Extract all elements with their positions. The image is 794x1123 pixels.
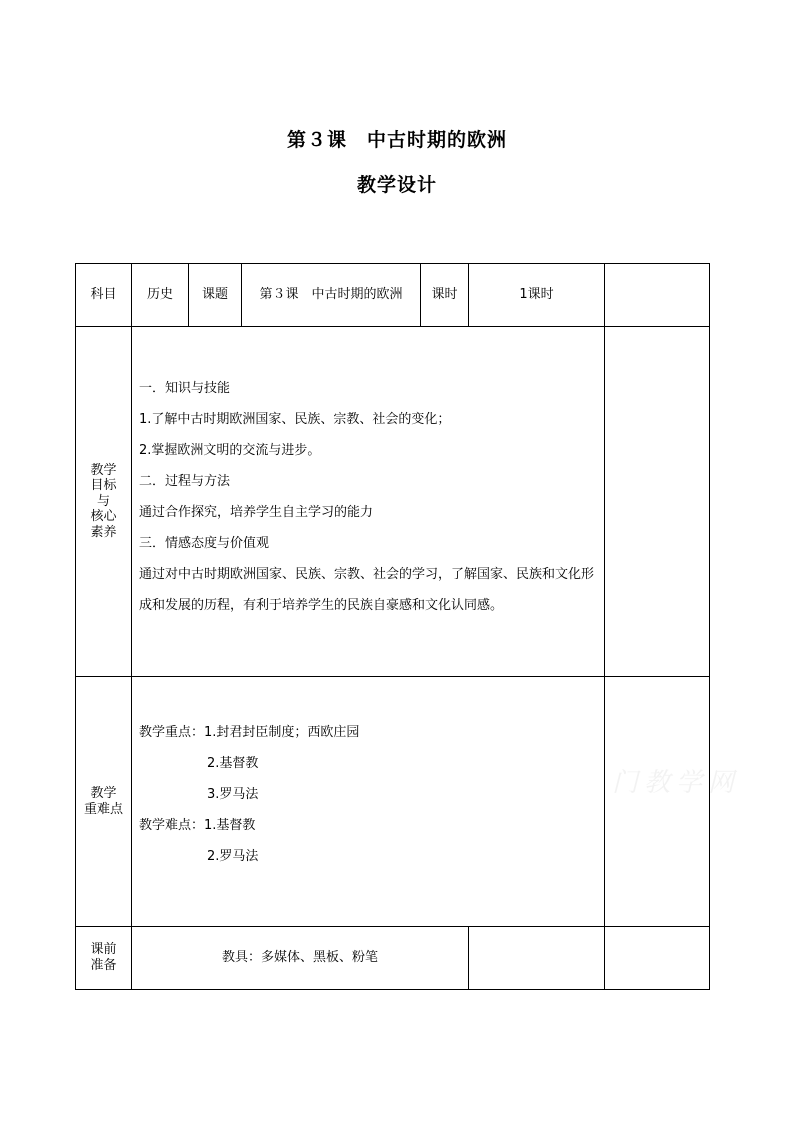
objective-heading: 一．知识与技能 xyxy=(139,380,231,396)
key-points-label: 教学 重难点 xyxy=(76,677,132,927)
key-point-item: 教学重点：1.封君封臣制度；西欧庄园 xyxy=(139,725,360,740)
objective-item: 2.掌握欧洲文明的交流与进步。 xyxy=(139,442,321,458)
subject-value: 历史 xyxy=(132,264,189,327)
empty-cell xyxy=(605,677,710,927)
page-subtitle: 教学设计 xyxy=(356,174,437,196)
objective-heading: 二．过程与方法 xyxy=(139,473,231,489)
preparation-value: 教具：多媒体、黑板、粉笔 xyxy=(132,927,469,990)
objective-item: 通过对中古时期欧洲国家、民族、宗教、社会的学习，了解国家、民族和文化形成和发展的历程，有利于培养学生的民族自豪感和文化认同感。 xyxy=(139,566,595,613)
objectives-content xyxy=(132,327,605,677)
table-row-header xyxy=(76,264,710,327)
empty-cell xyxy=(605,264,710,327)
period-label: 课时 xyxy=(421,264,469,327)
objective-item: 1.了解中古时期欧洲国家、民族、宗教、社会的变化； xyxy=(139,411,451,427)
table-row-objectives xyxy=(76,327,710,677)
empty-cell xyxy=(605,927,710,990)
watermark: 门教学网 xyxy=(612,768,741,798)
topic-label: 课题 xyxy=(189,264,242,327)
empty-cell xyxy=(605,327,710,677)
period-value: 1课时 xyxy=(469,264,605,327)
table-row-preparation xyxy=(76,927,710,990)
objective-item: 通过合作探究，培养学生自主学习的能力 xyxy=(139,504,374,520)
subject-label: 科目 xyxy=(76,264,132,327)
difficult-point-item: 2.罗马法 xyxy=(207,849,259,864)
key-point-item: 2.基督教 xyxy=(207,756,259,771)
preparation-label: 课前 准备 xyxy=(76,927,132,990)
objectives-label: 教学 目标 与 核心 素养 xyxy=(76,327,132,677)
topic-value: 第３课 中古时期的欧洲 xyxy=(242,264,421,327)
page-title: 第３课 中古时期的欧洲 xyxy=(286,129,507,151)
table-row-key-points xyxy=(76,677,710,927)
objective-heading: 三．情感态度与价值观 xyxy=(139,535,270,551)
difficult-point-item: 教学难点：1.基督教 xyxy=(139,818,256,833)
key-points-content xyxy=(132,677,605,927)
empty-cell xyxy=(469,927,605,990)
lesson-plan-table xyxy=(75,263,710,990)
key-point-item: 3.罗马法 xyxy=(207,787,259,802)
